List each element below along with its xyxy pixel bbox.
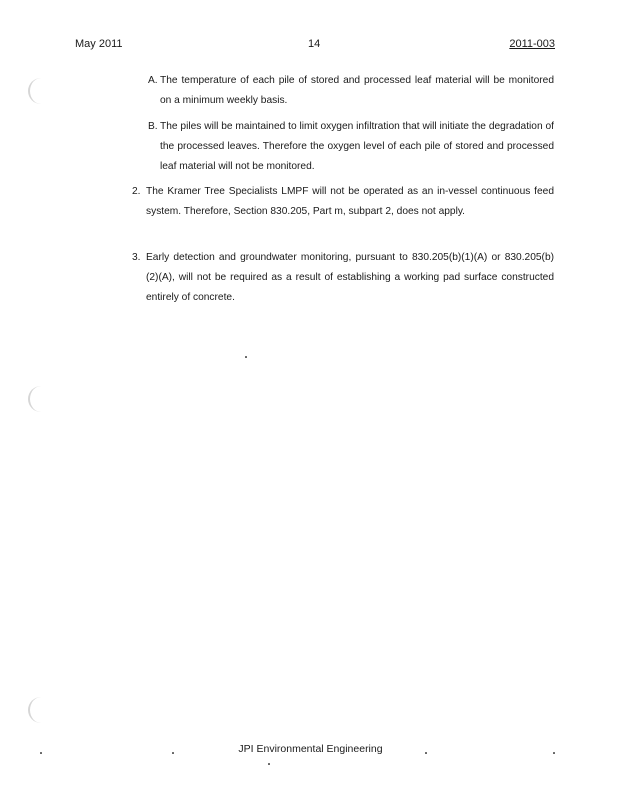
scan-speck [245, 356, 247, 358]
punch-hole-mark [28, 697, 48, 723]
list-item-3 [132, 248, 554, 308]
page-number: 14 [308, 38, 321, 50]
list-marker-a: A. [148, 75, 158, 86]
list-marker-2: 2. [132, 186, 141, 197]
punch-hole-mark [28, 386, 48, 412]
header-date: May 2011 [75, 38, 123, 50]
list-text-a: The temperature of each pile of stored and processed leaf material will be monitored on a minimum weekly basis. [160, 75, 554, 106]
punch-hole-mark [28, 78, 48, 104]
list-item-a [148, 71, 554, 111]
scan-speck [40, 752, 42, 754]
list-marker-b: B. [148, 121, 158, 132]
list-item-b [148, 117, 554, 177]
list-item-2 [132, 182, 554, 222]
list-text-2: The Kramer Tree Specialists LMPF will not be operated as an in-vessel continuous feed system. Therefore, Section 830.205, Part m, subpart 2, does not apply. [146, 186, 554, 217]
scan-speck [553, 752, 555, 754]
document-id: 2011-003 [509, 38, 555, 50]
scan-speck [268, 763, 270, 765]
scan-speck [172, 752, 174, 754]
footer-company: JPI Environmental Engineering [238, 743, 383, 755]
list-marker-3: 3. [132, 252, 141, 263]
scan-speck [425, 752, 427, 754]
list-text-b: The piles will be maintained to limit oxygen infiltration that will initiate the degradation of the processed leaves. Therefore the oxygen level of each pile of stored and processed leaf material will not be monitored. [160, 121, 554, 172]
list-text-3: Early detection and groundwater monitoring, pursuant to 830.205(b)(1)(A) or 830.205(b)(2)(A), will not be required as a result of establishing a working pad surface constructed entirely of concrete. [146, 252, 554, 303]
